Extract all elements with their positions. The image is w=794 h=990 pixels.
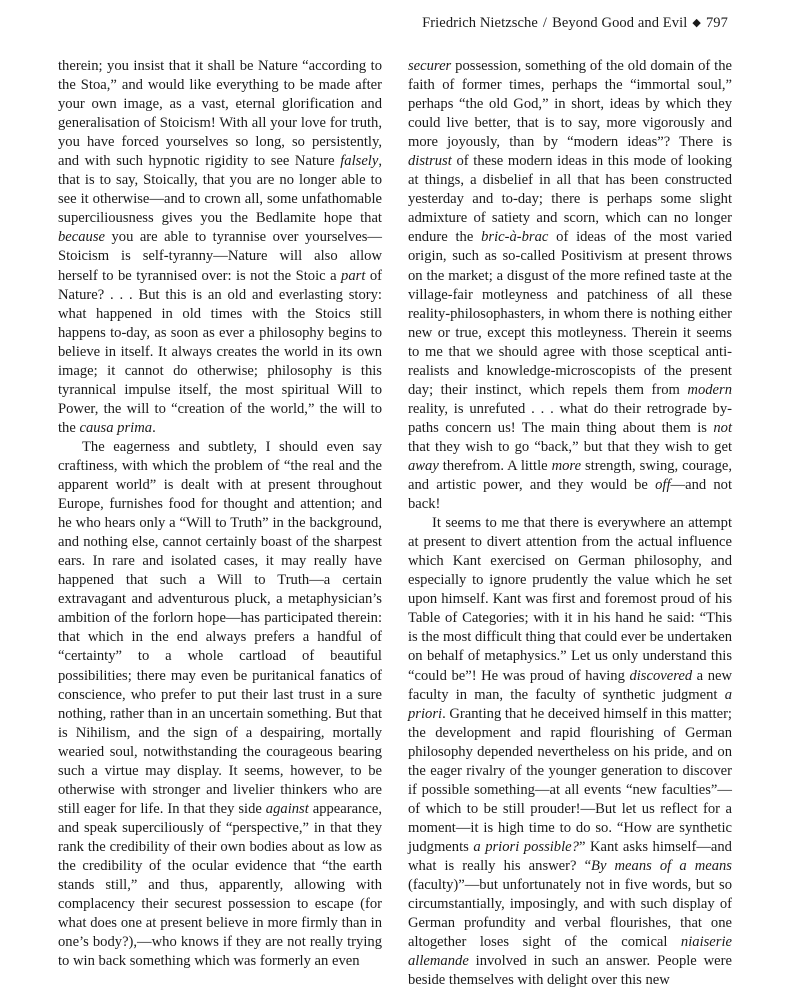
italic-text-run: because [58,229,106,246]
text-run: The eagerness and subtlety, I should even say craftiness, with which the problem of “the real and the apparent world” is dealt with at present throughout Europe, furnishes food for thought and attention; and he who hears only a “Will to Truth” in the background, and nothing else, cannot certainly boast of the sharpest ears. In rare and isolated cases, it may really have happened that such a Will to Truth—a certain extravagant and adventurous pluck, a metaphysician’s ambition of the forlorn hope—has participated therein: that which in the end always prefers a handful of “certainty” to a whole cartload of beautiful possibilities; there may even be puritanical fanatics of conscience, who prefer to put their last trust in a sure nothing, rather than in an uncertain something. But that is Nihilism, and the sign of a despairing, mortally wearied soul, notwithstanding the courageous bearing such a virtue may display. It seems, however, to be otherwise with stronger and livelier thinkers who are still eager for life. In that they side [58,438,382,817]
text-run: . Granting that he deceived himself in this matter; the development and rapid flourishing of German philosophy depended nevertheless on his pride, and on the eager rivalry of the younger generation to discover if possible something—at all events “new faculties”—of which to be still prouder!—But let us reflect for a moment—it is high time to do so. “How are synthetic judgments [408,705,732,855]
italic-text-run: securer [408,58,452,74]
text-run: —and not back! [408,477,733,513]
italic-text-run: away [408,457,439,474]
paragraph [58,57,382,438]
diamond-ornament-icon: ◆ [692,17,701,29]
italic-text-run: By means of a means [591,857,732,874]
text-run: It seems to me that there is everywhere an attempt at present to divert attention from the actual influence which Kant exercised on German philosophy, and especially to ignore prudently the value which he set upon himself. Kant was first and foremost proud of his Table of Categories; with it in his hand he said: “This is the most difficult thing that could ever be undertaken on behalf of metaphysics.” Let us only understand this “could be”! He was proud of having [408,515,732,684]
italic-text-run: niaiserie allemande [408,934,732,970]
text-run: therefrom. A little [438,457,552,474]
text-run: you are able to tyrannise over yourselves—Stoicism is self-tyranny—Nature will also allow herself to be tyrannised over: is not the Stoic a [58,229,382,284]
text-run: appearance, and speak superciliously of “perspective,” in that they rank the credibility of their own bodies about as low as the credibility of the ocular evidence that “the earth stands still,” and thus, apparently, allowing with complacency their securest possession to escape (for what does one at present believe in more firmly than in one’s body?),—who knows if they are not really trying to win back something which was formerly an even [58,800,382,970]
header-title: Beyond Good and Evil [552,15,688,31]
italic-text-run: causa prima [79,419,153,436]
text-run: strength, swing, courage, and artistic power, and they would be [408,457,732,494]
running-head [422,15,728,32]
page-number: 797 [705,15,728,31]
text-run: that they wish to go “back,” but that they wish to get [408,438,732,455]
text-run: therein; you insist that it shall be Nature “according to the Stoa,” and would like everything to be made after your own image, as a vast, eternal glorification and generalisation of Stoicism! With all your love for truth, you have forced yourselves so long, so persistently, and with such hypnotic rigidity to see Nature [58,58,382,170]
left-column [58,57,382,971]
italic-text-run: more [551,457,582,474]
text-run: involved in such an answer. People were beside themselves with delight over this new [408,953,732,989]
italic-text-run: bric-à-brac [481,229,549,246]
italic-text-run: falsely [340,153,379,170]
header-separator: / [542,15,548,31]
text-run: (faculty)”—but unfortunately not in five words, but so circumstantially, imposingly, and with such display of German profundity and verbal flourishes, that one altogether loses sight of the comical [408,877,732,951]
text-run: of ideas of the most varied origin, such as so-called Positivism at present throws on the market; a disgust of the more refined taste at the village-fair motleyness and patchiness of all these reality-philosophasters, in whom there is nothing either new or true, except this motleyness. Therein it seems to me that we should agree with those sceptical anti-realists and knowledge-microscopists of the present day; their instinct, which repels them from [408,229,732,398]
text-run: possession, something of the old domain of the faith of former times, perhaps the “immortal soul,” perhaps “the old God,” in short, ideas by which they could live better, that is to say, more vigorously and more joyously, than by “modern ideas”? There is [408,58,732,151]
italic-text-run: part [341,267,366,284]
text-run: , that is to say, Stoically, that you are no longer able to see it otherwise—and to crown all, some unfathomable superciliousness gives you the Bedlamite hope that [58,153,382,227]
italic-text-run: against [265,800,309,817]
text-run: reality, is unrefuted . . . what do their retrograde by-paths concern us! The main thing about them is [408,400,732,436]
right-column [408,57,732,990]
text-run: a new faculty in man, the faculty of synthetic judgment [408,667,733,703]
italic-text-run: a priori [408,686,732,722]
paragraph [408,57,732,514]
text-run: ” Kant asks himself—and what is really his answer? “ [408,838,732,874]
italic-text-run: a priori possible? [473,838,579,855]
paragraph [58,438,382,971]
header-author: Friedrich Nietzsche [422,15,538,31]
italic-text-run: discovered [629,667,693,684]
text-run: of Nature? . . . But this is an old and everlasting story: what happened in old times with the Stoics still happens to-day, as soon as ever a philosophy begins to believe in itself. It always creates the world in its own image; it cannot do otherwise; philosophy is this tyrannical impulse itself, the most spiritual Will to Power, the will to “creation of the world,” the will to the [58,267,383,436]
italic-text-run: modern [687,381,732,398]
italic-text-run: off [655,477,671,494]
italic-text-run: distrust [408,153,452,170]
paragraph [408,514,732,990]
text-run: . [152,419,156,436]
text-run: of these modern ideas in this mode of looking at things, a disbelief in all that has been constructed yesterday and to-day; there is perhaps some slight admixture of satiety and scorn, which can no longer endure the [408,153,732,246]
italic-text-run: not [713,419,732,436]
